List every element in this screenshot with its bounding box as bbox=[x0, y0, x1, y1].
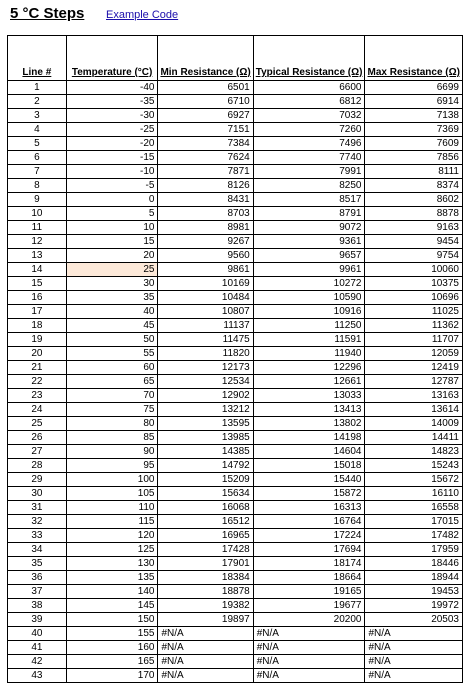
table-row bbox=[8, 445, 463, 459]
cell-line: 11 bbox=[8, 221, 67, 235]
cell-max: 17015 bbox=[365, 515, 463, 529]
cell-max: 13614 bbox=[365, 403, 463, 417]
cell-temperature: 30 bbox=[66, 277, 158, 291]
table-row bbox=[8, 613, 463, 627]
cell-temperature: 50 bbox=[66, 333, 158, 347]
cell-typical: 11591 bbox=[253, 333, 365, 347]
cell-max: 14823 bbox=[365, 445, 463, 459]
table-row bbox=[8, 515, 463, 529]
cell-temperature: -15 bbox=[66, 151, 158, 165]
cell-line: 24 bbox=[8, 403, 67, 417]
cell-line: 8 bbox=[8, 179, 67, 193]
cell-line: 18 bbox=[8, 319, 67, 333]
table-row bbox=[8, 473, 463, 487]
table-row bbox=[8, 291, 463, 305]
cell-temperature: 150 bbox=[66, 613, 158, 627]
cell-temperature: 70 bbox=[66, 389, 158, 403]
table-row bbox=[8, 417, 463, 431]
cell-min: 7871 bbox=[158, 165, 253, 179]
cell-min: 6501 bbox=[158, 81, 253, 95]
cell-line: 43 bbox=[8, 669, 67, 683]
cell-typical: 11940 bbox=[253, 347, 365, 361]
cell-line: 39 bbox=[8, 613, 67, 627]
cell-max: 17959 bbox=[365, 543, 463, 557]
cell-temperature: 35 bbox=[66, 291, 158, 305]
cell-max: 7138 bbox=[365, 109, 463, 123]
cell-temperature: 80 bbox=[66, 417, 158, 431]
table-row bbox=[8, 599, 463, 613]
cell-line: 41 bbox=[8, 641, 67, 655]
cell-max: 20503 bbox=[365, 613, 463, 627]
cell-min: 8126 bbox=[158, 179, 253, 193]
cell-max: 12787 bbox=[365, 375, 463, 389]
cell-max: 10696 bbox=[365, 291, 463, 305]
cell-temperature: 55 bbox=[66, 347, 158, 361]
cell-min: 8981 bbox=[158, 221, 253, 235]
cell-max: #N/A bbox=[365, 641, 463, 655]
cell-line: 33 bbox=[8, 529, 67, 543]
cell-max: 10375 bbox=[365, 277, 463, 291]
cell-typical: 9657 bbox=[253, 249, 365, 263]
cell-temperature: 95 bbox=[66, 459, 158, 473]
cell-min: 15209 bbox=[158, 473, 253, 487]
cell-max: 16558 bbox=[365, 501, 463, 515]
cell-max: #N/A bbox=[365, 655, 463, 669]
table-row bbox=[8, 347, 463, 361]
cell-typical: 19165 bbox=[253, 585, 365, 599]
table-row bbox=[8, 305, 463, 319]
cell-temperature: 155 bbox=[66, 627, 158, 641]
cell-line: 12 bbox=[8, 235, 67, 249]
header-row bbox=[8, 36, 463, 81]
cell-line: 10 bbox=[8, 207, 67, 221]
cell-temperature: 40 bbox=[66, 305, 158, 319]
cell-temperature: 25 bbox=[66, 263, 158, 277]
cell-min: 16965 bbox=[158, 529, 253, 543]
cell-min: 17901 bbox=[158, 557, 253, 571]
cell-min: 7151 bbox=[158, 123, 253, 137]
cell-min: 10807 bbox=[158, 305, 253, 319]
cell-typical: 7740 bbox=[253, 151, 365, 165]
cell-temperature: 140 bbox=[66, 585, 158, 599]
cell-max: 12059 bbox=[365, 347, 463, 361]
cell-typical: 15872 bbox=[253, 487, 365, 501]
cell-line: 42 bbox=[8, 655, 67, 669]
cell-temperature: -10 bbox=[66, 165, 158, 179]
cell-typical: 15440 bbox=[253, 473, 365, 487]
cell-min: 7384 bbox=[158, 137, 253, 151]
cell-typical: 17224 bbox=[253, 529, 365, 543]
cell-min: #N/A bbox=[158, 655, 253, 669]
cell-min: 13985 bbox=[158, 431, 253, 445]
cell-max: 19453 bbox=[365, 585, 463, 599]
cell-typical: 12296 bbox=[253, 361, 365, 375]
cell-typical: 8517 bbox=[253, 193, 365, 207]
cell-max: 15243 bbox=[365, 459, 463, 473]
table-row bbox=[8, 319, 463, 333]
cell-typical: 13033 bbox=[253, 389, 365, 403]
cell-max: 6699 bbox=[365, 81, 463, 95]
cell-line: 36 bbox=[8, 571, 67, 585]
cell-typical: 19677 bbox=[253, 599, 365, 613]
cell-max: 9454 bbox=[365, 235, 463, 249]
cell-min: 7624 bbox=[158, 151, 253, 165]
cell-line: 19 bbox=[8, 333, 67, 347]
cell-min: 16068 bbox=[158, 501, 253, 515]
table-row bbox=[8, 543, 463, 557]
table-row bbox=[8, 137, 463, 151]
cell-max: 18446 bbox=[365, 557, 463, 571]
cell-min: #N/A bbox=[158, 669, 253, 683]
cell-typical: 18664 bbox=[253, 571, 365, 585]
table-row bbox=[8, 375, 463, 389]
cell-min: 17428 bbox=[158, 543, 253, 557]
cell-typical: 16313 bbox=[253, 501, 365, 515]
cell-typical: 10272 bbox=[253, 277, 365, 291]
cell-temperature: 65 bbox=[66, 375, 158, 389]
cell-typical: 10590 bbox=[253, 291, 365, 305]
cell-max: 11707 bbox=[365, 333, 463, 347]
cell-typical: 14604 bbox=[253, 445, 365, 459]
cell-line: 31 bbox=[8, 501, 67, 515]
table-row bbox=[8, 263, 463, 277]
cell-temperature: 10 bbox=[66, 221, 158, 235]
table-row bbox=[8, 487, 463, 501]
cell-line: 37 bbox=[8, 585, 67, 599]
cell-typical: 13802 bbox=[253, 417, 365, 431]
table-row bbox=[8, 361, 463, 375]
cell-typical: 13413 bbox=[253, 403, 365, 417]
cell-min: #N/A bbox=[158, 627, 253, 641]
table-row bbox=[8, 333, 463, 347]
cell-temperature: 105 bbox=[66, 487, 158, 501]
cell-typical: 7496 bbox=[253, 137, 365, 151]
cell-max: 9754 bbox=[365, 249, 463, 263]
cell-line: 9 bbox=[8, 193, 67, 207]
cell-max: 15672 bbox=[365, 473, 463, 487]
cell-min: 13595 bbox=[158, 417, 253, 431]
cell-min: 19897 bbox=[158, 613, 253, 627]
example-code-link[interactable]: Example Code bbox=[106, 9, 179, 21]
cell-typical: 12661 bbox=[253, 375, 365, 389]
cell-line: 27 bbox=[8, 445, 67, 459]
cell-min: 15634 bbox=[158, 487, 253, 501]
cell-min: 9861 bbox=[158, 263, 253, 277]
cell-temperature: 110 bbox=[66, 501, 158, 515]
cell-max: 8374 bbox=[365, 179, 463, 193]
cell-max: 12419 bbox=[365, 361, 463, 375]
page-title: 5 °C Steps bbox=[10, 5, 85, 22]
table-row bbox=[8, 431, 463, 445]
cell-temperature: 20 bbox=[66, 249, 158, 263]
cell-max: 7609 bbox=[365, 137, 463, 151]
table-row bbox=[8, 641, 463, 655]
cell-temperature: -30 bbox=[66, 109, 158, 123]
cell-line: 7 bbox=[8, 165, 67, 179]
cell-typical: #N/A bbox=[253, 627, 365, 641]
header-min-resistance: Min Resistance (Ω) bbox=[158, 36, 253, 81]
cell-max: 14411 bbox=[365, 431, 463, 445]
cell-min: 11475 bbox=[158, 333, 253, 347]
cell-min: #N/A bbox=[158, 641, 253, 655]
resistance-table bbox=[7, 35, 463, 683]
cell-typical: 6600 bbox=[253, 81, 365, 95]
cell-temperature: 100 bbox=[66, 473, 158, 487]
cell-typical: 16764 bbox=[253, 515, 365, 529]
header-temperature: Temperature (°C) bbox=[66, 36, 158, 81]
cell-min: 19382 bbox=[158, 599, 253, 613]
cell-temperature: 90 bbox=[66, 445, 158, 459]
cell-line: 40 bbox=[8, 627, 67, 641]
cell-max: 6914 bbox=[365, 95, 463, 109]
cell-temperature: 145 bbox=[66, 599, 158, 613]
table-row bbox=[8, 207, 463, 221]
table-row bbox=[8, 529, 463, 543]
cell-min: 13212 bbox=[158, 403, 253, 417]
cell-max: 19972 bbox=[365, 599, 463, 613]
table-row bbox=[8, 81, 463, 95]
cell-line: 2 bbox=[8, 95, 67, 109]
header-line: Line # bbox=[8, 36, 67, 81]
cell-line: 5 bbox=[8, 137, 67, 151]
cell-temperature: -25 bbox=[66, 123, 158, 137]
cell-temperature: 170 bbox=[66, 669, 158, 683]
table-row bbox=[8, 179, 463, 193]
cell-typical: 9072 bbox=[253, 221, 365, 235]
cell-max: 11025 bbox=[365, 305, 463, 319]
table-row bbox=[8, 235, 463, 249]
cell-min: 14792 bbox=[158, 459, 253, 473]
table-row bbox=[8, 277, 463, 291]
cell-typical: 8791 bbox=[253, 207, 365, 221]
cell-temperature: -5 bbox=[66, 179, 158, 193]
cell-line: 14 bbox=[8, 263, 67, 277]
cell-line: 28 bbox=[8, 459, 67, 473]
cell-typical: 15018 bbox=[253, 459, 365, 473]
cell-typical: 17694 bbox=[253, 543, 365, 557]
table-row bbox=[8, 459, 463, 473]
table-row bbox=[8, 151, 463, 165]
cell-max: 8878 bbox=[365, 207, 463, 221]
cell-max: 14009 bbox=[365, 417, 463, 431]
cell-line: 13 bbox=[8, 249, 67, 263]
cell-line: 38 bbox=[8, 599, 67, 613]
table-row bbox=[8, 95, 463, 109]
table-row bbox=[8, 571, 463, 585]
cell-min: 12534 bbox=[158, 375, 253, 389]
cell-typical: 6812 bbox=[253, 95, 365, 109]
cell-typical: 20200 bbox=[253, 613, 365, 627]
cell-temperature: 60 bbox=[66, 361, 158, 375]
cell-temperature: 160 bbox=[66, 641, 158, 655]
cell-line: 3 bbox=[8, 109, 67, 123]
cell-typical: 7260 bbox=[253, 123, 365, 137]
cell-typical: 18174 bbox=[253, 557, 365, 571]
cell-temperature: -40 bbox=[66, 81, 158, 95]
cell-min: 9267 bbox=[158, 235, 253, 249]
cell-temperature: 125 bbox=[66, 543, 158, 557]
table-row bbox=[8, 109, 463, 123]
cell-line: 34 bbox=[8, 543, 67, 557]
cell-typical: 7032 bbox=[253, 109, 365, 123]
cell-line: 32 bbox=[8, 515, 67, 529]
cell-max: 11362 bbox=[365, 319, 463, 333]
cell-min: 11137 bbox=[158, 319, 253, 333]
cell-line: 22 bbox=[8, 375, 67, 389]
cell-line: 20 bbox=[8, 347, 67, 361]
cell-line: 16 bbox=[8, 291, 67, 305]
cell-temperature: 5 bbox=[66, 207, 158, 221]
table-row bbox=[8, 501, 463, 515]
cell-temperature: 135 bbox=[66, 571, 158, 585]
cell-max: #N/A bbox=[365, 627, 463, 641]
cell-temperature: 15 bbox=[66, 235, 158, 249]
cell-typical: 9961 bbox=[253, 263, 365, 277]
cell-min: 12902 bbox=[158, 389, 253, 403]
cell-line: 21 bbox=[8, 361, 67, 375]
cell-temperature: 75 bbox=[66, 403, 158, 417]
cell-max: 10060 bbox=[365, 263, 463, 277]
cell-max: 17482 bbox=[365, 529, 463, 543]
header-typical-resistance: Typical Resistance (Ω) bbox=[253, 36, 365, 81]
table-row bbox=[8, 123, 463, 137]
header-max-resistance: Max Resistance (Ω) bbox=[365, 36, 463, 81]
cell-line: 26 bbox=[8, 431, 67, 445]
cell-line: 17 bbox=[8, 305, 67, 319]
cell-max: 8111 bbox=[365, 165, 463, 179]
cell-temperature: 85 bbox=[66, 431, 158, 445]
cell-temperature: 165 bbox=[66, 655, 158, 669]
cell-min: 11820 bbox=[158, 347, 253, 361]
table-row bbox=[8, 557, 463, 571]
table-row bbox=[8, 389, 463, 403]
cell-line: 29 bbox=[8, 473, 67, 487]
cell-typical: 14198 bbox=[253, 431, 365, 445]
cell-max: 8602 bbox=[365, 193, 463, 207]
cell-line: 4 bbox=[8, 123, 67, 137]
table-row bbox=[8, 221, 463, 235]
cell-typical: #N/A bbox=[253, 669, 365, 683]
cell-min: 9560 bbox=[158, 249, 253, 263]
cell-line: 35 bbox=[8, 557, 67, 571]
table-row bbox=[8, 669, 463, 683]
cell-min: 10169 bbox=[158, 277, 253, 291]
cell-line: 1 bbox=[8, 81, 67, 95]
cell-typical: #N/A bbox=[253, 641, 365, 655]
cell-temperature: 45 bbox=[66, 319, 158, 333]
cell-max: 9163 bbox=[365, 221, 463, 235]
cell-max: 7856 bbox=[365, 151, 463, 165]
table-row bbox=[8, 249, 463, 263]
cell-max: #N/A bbox=[365, 669, 463, 683]
cell-max: 16110 bbox=[365, 487, 463, 501]
cell-typical: 10916 bbox=[253, 305, 365, 319]
table-row bbox=[8, 655, 463, 669]
cell-line: 25 bbox=[8, 417, 67, 431]
cell-min: 10484 bbox=[158, 291, 253, 305]
cell-max: 18944 bbox=[365, 571, 463, 585]
cell-temperature: 120 bbox=[66, 529, 158, 543]
cell-min: 12173 bbox=[158, 361, 253, 375]
cell-line: 15 bbox=[8, 277, 67, 291]
cell-temperature: 130 bbox=[66, 557, 158, 571]
cell-min: 6710 bbox=[158, 95, 253, 109]
cell-line: 23 bbox=[8, 389, 67, 403]
table-row bbox=[8, 193, 463, 207]
cell-typical: 7991 bbox=[253, 165, 365, 179]
cell-temperature: -20 bbox=[66, 137, 158, 151]
cell-typical: 11250 bbox=[253, 319, 365, 333]
cell-min: 8431 bbox=[158, 193, 253, 207]
table-row bbox=[8, 403, 463, 417]
cell-temperature: 115 bbox=[66, 515, 158, 529]
cell-min: 8703 bbox=[158, 207, 253, 221]
cell-typical: #N/A bbox=[253, 655, 365, 669]
cell-temperature: 0 bbox=[66, 193, 158, 207]
cell-line: 6 bbox=[8, 151, 67, 165]
cell-line: 30 bbox=[8, 487, 67, 501]
cell-min: 16512 bbox=[158, 515, 253, 529]
cell-max: 13163 bbox=[365, 389, 463, 403]
table-row bbox=[8, 585, 463, 599]
cell-max: 7369 bbox=[365, 123, 463, 137]
cell-temperature: -35 bbox=[66, 95, 158, 109]
table-row bbox=[8, 627, 463, 641]
cell-min: 6927 bbox=[158, 109, 253, 123]
cell-min: 18384 bbox=[158, 571, 253, 585]
cell-typical: 8250 bbox=[253, 179, 365, 193]
cell-min: 14385 bbox=[158, 445, 253, 459]
cell-min: 18878 bbox=[158, 585, 253, 599]
cell-typical: 9361 bbox=[253, 235, 365, 249]
table-row bbox=[8, 165, 463, 179]
